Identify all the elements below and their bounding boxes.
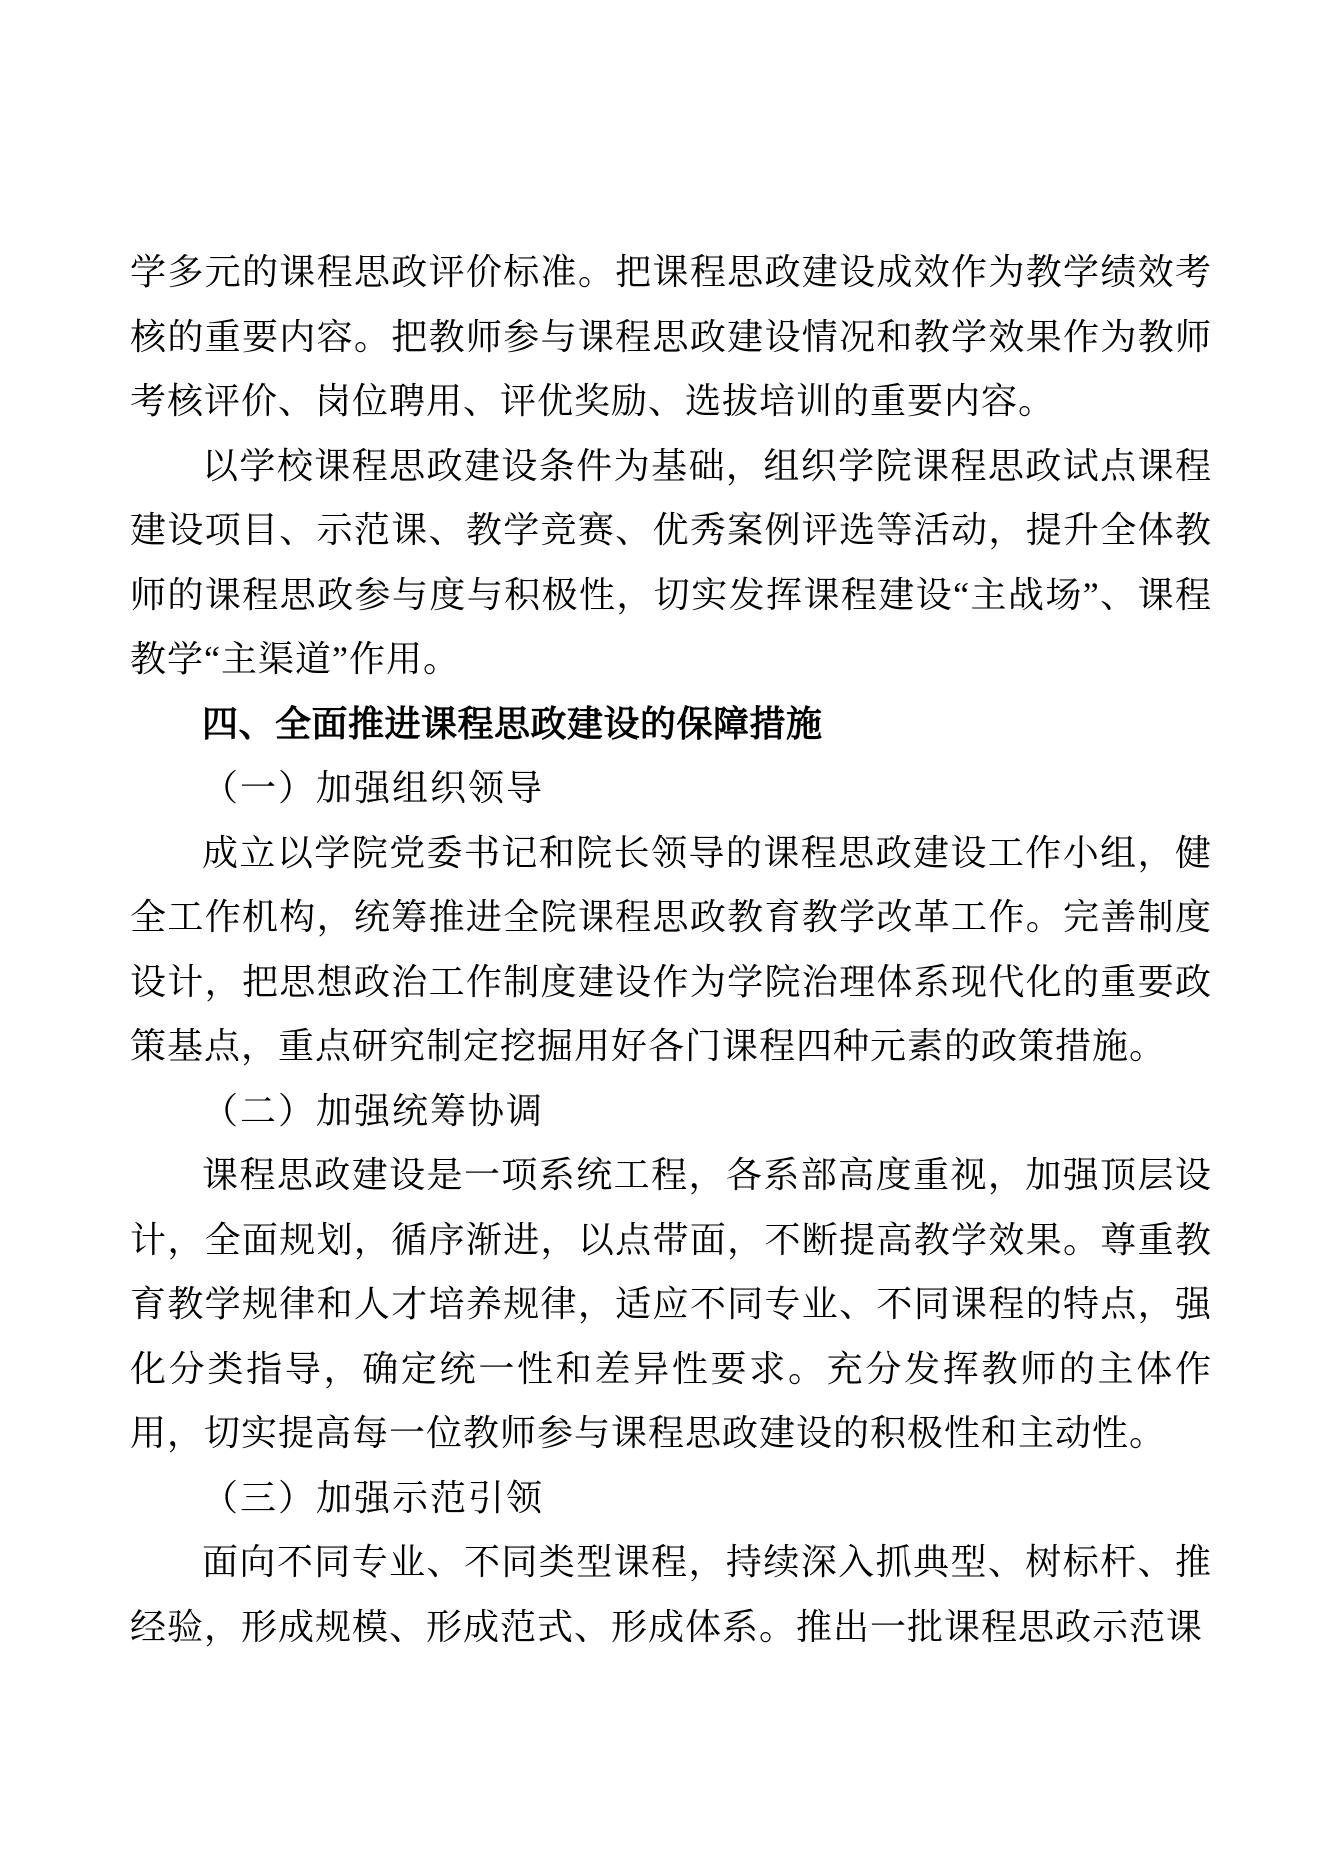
subsection-heading-2: （二）加强统筹协调 xyxy=(202,1090,545,1131)
body-paragraph: 成立以学院党委书记和院长领导的课程思政建设工作小组，健全工作机构，统筹推进全院课程思政教育教学改革工作。完善制度设计，把思想政治工作制度建设作为学院治理体系现代化的重要政策基点，重点研究制定挖掘用好各门课程四种元素的政策措施。 xyxy=(130,832,1212,1066)
body-paragraph-continuation: 学多元的课程思政评价标准。把课程思政建设成效作为教学绩效考核的重要内容。把教师参与课程思政建设情况和教学效果作为教师考核评价、岗位聘用、评优奖励、选拔培训的重要内容。 xyxy=(130,252,1212,421)
body-paragraph: 课程思政建设是一项系统工程，各系部高度重视，加强顶层设计，全面规划，循序渐进，以点带面，不断提高教学效果。尊重教育教学规律和人才培养规律，适应不同专业、不同课程的特点，强化分类指导，确定统一性和差异性要求。充分发挥教师的主体作用，切实提高每一位教师参与课程思政建设的积极性和主动性。 xyxy=(130,1155,1212,1453)
body-paragraph: 面向不同专业、不同类型课程，持续深入抓典型、树标杆、推经验，形成规模、形成范式、形成体系。推出一批课程思政示范课 xyxy=(130,1542,1212,1647)
subsection-heading-1: （一）加强组织领导 xyxy=(202,768,545,808)
section-heading: 四、全面推进课程思政建设的保障措施 xyxy=(202,702,823,744)
subsection-heading-3: （三）加强示范引领 xyxy=(202,1477,545,1518)
body-paragraph: 以学校课程思政建设条件为基础，组织学院课程思政试点课程建设项目、示范课、教学竞赛、优秀案例评选等活动，提升全体教师的课程思政参与度与积极性，切实发挥课程建设“主战场”、课程教学“主渠道”作用。 xyxy=(130,445,1212,679)
